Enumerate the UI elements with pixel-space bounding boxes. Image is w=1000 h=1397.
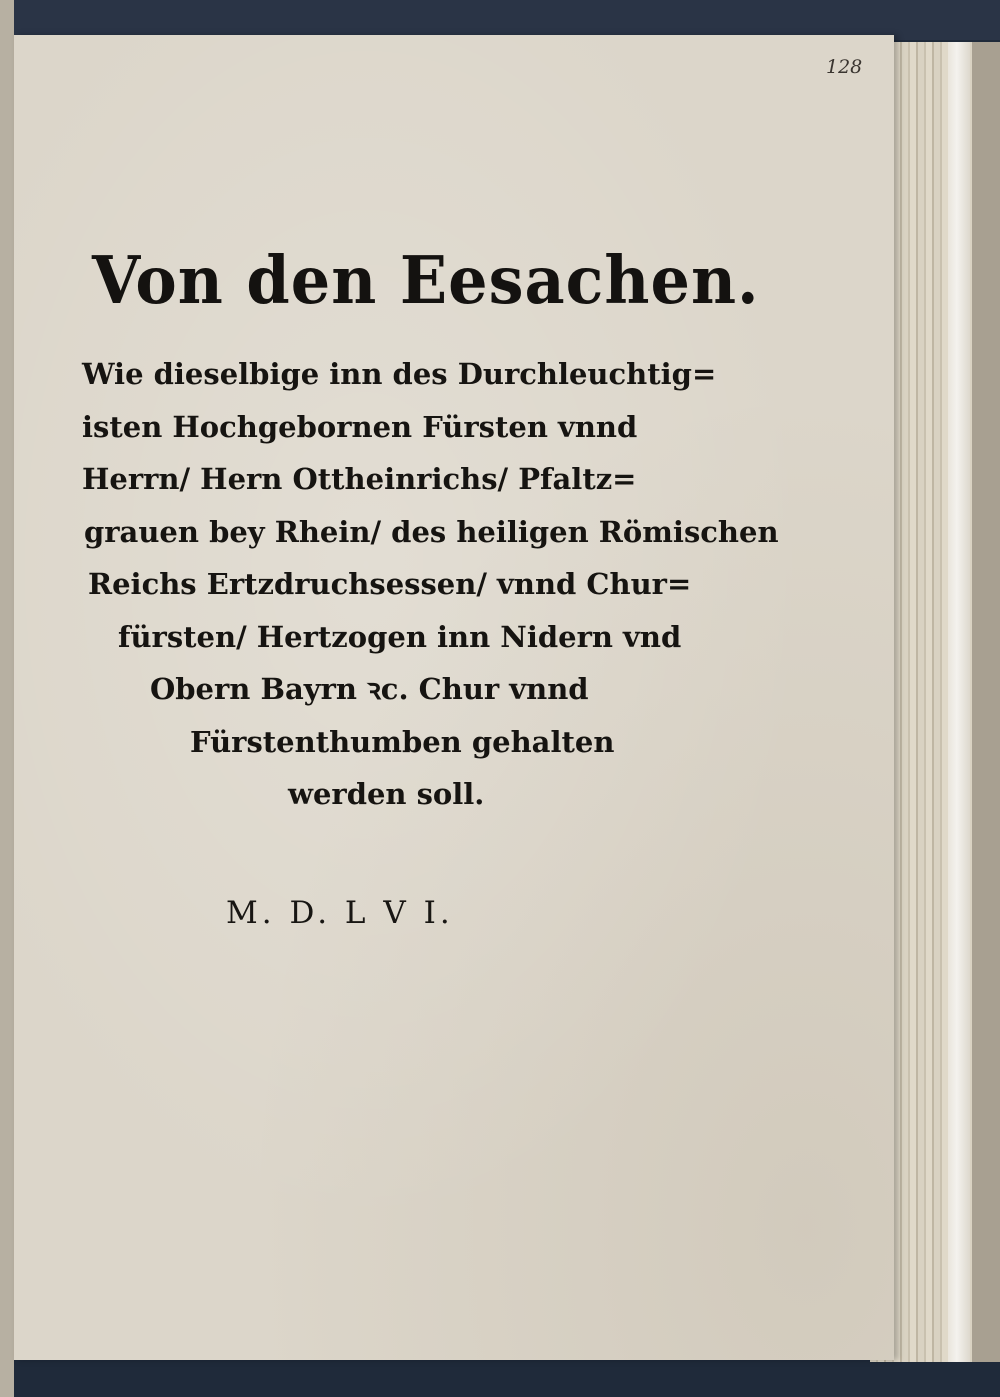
- body-line: grauen bey Rhein/ des heiligen Römischen: [84, 514, 779, 549]
- body-line: Herrn/ Hern Ottheinrichs/ Pfaltz=: [82, 462, 637, 496]
- body-line: Fürstenthumben gehalten: [190, 724, 615, 759]
- page-title: Von den Eesachen.: [92, 242, 760, 319]
- publication-year: M. D. L V I.: [226, 895, 454, 931]
- title-body-text: [82, 348, 779, 821]
- body-line: Obern Bayrn ꝛc. Chur vnnd: [150, 672, 589, 706]
- body-line: Reichs Ertzdruchsessen/ vnnd Chur=: [88, 567, 692, 601]
- left-page-edge: [0, 0, 14, 1397]
- body-line: isten Hochgebornen Fürsten vnnd: [82, 409, 638, 444]
- folio-number: 128: [826, 56, 863, 78]
- binding-edge: [972, 42, 1000, 1362]
- body-line: Wie dieselbige inn des Durchleuchtig=: [82, 357, 717, 391]
- body-line: fürsten/ Hertzogen inn Nidern vnd: [118, 619, 682, 654]
- scan-background: [0, 0, 1000, 40]
- body-line: werden soll.: [288, 777, 485, 811]
- paper-slip: [948, 42, 970, 1362]
